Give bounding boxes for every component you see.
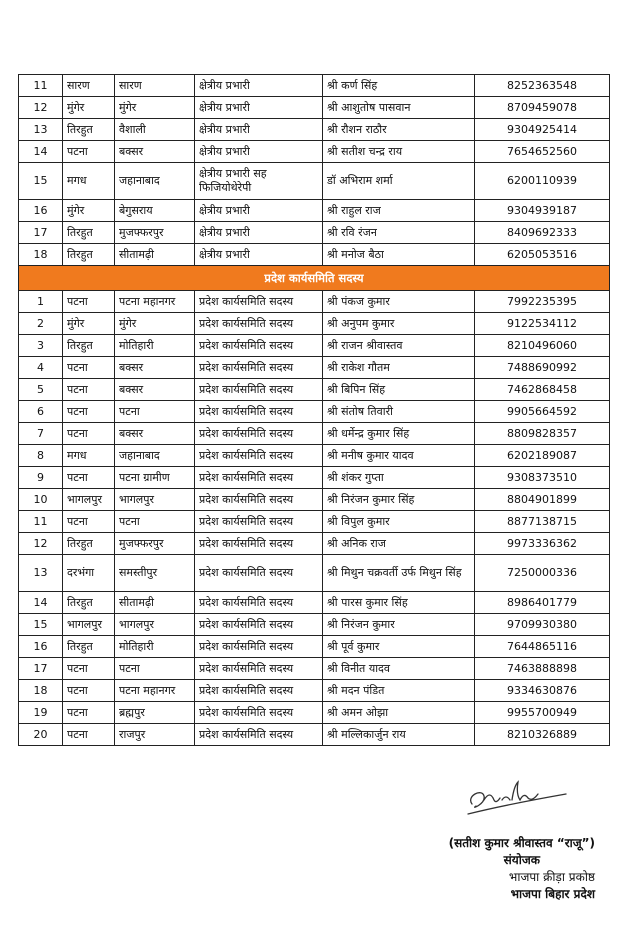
table-row (19, 357, 610, 379)
cell-name: श्री मिथुन चक्रवर्ती उर्फ मिथुन सिंह (323, 555, 475, 592)
cell-district: मुंगेर (115, 97, 195, 119)
cell-phone: 9905664592 (475, 401, 610, 423)
cell-phone: 7462868458 (475, 379, 610, 401)
cell-name: श्री बिपिन सिंह (323, 379, 475, 401)
cell-serial: 12 (19, 533, 63, 555)
cell-phone: 8986401779 (475, 592, 610, 614)
cell-post: क्षेत्रीय प्रभारी (195, 200, 323, 222)
cell-serial: 2 (19, 313, 63, 335)
cell-phone: 8809828357 (475, 423, 610, 445)
table-row (19, 555, 610, 592)
cell-phone: 8877138715 (475, 511, 610, 533)
cell-phone: 9973336362 (475, 533, 610, 555)
cell-district: मुंगेर (115, 313, 195, 335)
cell-post: प्रदेश कार्यसमिति सदस्य (195, 313, 323, 335)
cell-serial: 18 (19, 244, 63, 266)
cell-serial: 13 (19, 555, 63, 592)
cell-name: श्री मनोज बैठा (323, 244, 475, 266)
cell-phone: 7488690992 (475, 357, 610, 379)
signatory-org: भाजपा क्रीड़ा प्रकोष्ठ (508, 870, 595, 884)
cell-serial: 1 (19, 291, 63, 313)
cell-name: श्री धर्मेन्द्र कुमार सिंह (323, 423, 475, 445)
cell-serial: 11 (19, 511, 63, 533)
cell-name: श्री विनीत यादव (323, 658, 475, 680)
cell-serial: 17 (19, 658, 63, 680)
cell-zone: मुंगेर (63, 200, 115, 222)
cell-name: श्री पूर्व कुमार (323, 636, 475, 658)
table-row (19, 702, 610, 724)
table-row (19, 222, 610, 244)
cell-serial: 5 (19, 379, 63, 401)
cell-phone: 8709459078 (475, 97, 610, 119)
table-row (19, 335, 610, 357)
table-row (19, 291, 610, 313)
cell-post: प्रदेश कार्यसमिति सदस्य (195, 401, 323, 423)
cell-post: प्रदेश कार्यसमिति सदस्य (195, 614, 323, 636)
cell-name: डॉ अभिराम शर्मा (323, 163, 475, 200)
cell-zone: तिरहुत (63, 592, 115, 614)
cell-zone: पटना (63, 511, 115, 533)
cell-district: मोतिहारी (115, 636, 195, 658)
signatory-block (449, 835, 595, 903)
cell-serial: 14 (19, 141, 63, 163)
cell-post: क्षेत्रीय प्रभारी सह फिजियोथेरेपी (195, 163, 323, 200)
cell-zone: पटना (63, 724, 115, 746)
cell-district: मुजफ्फरपुर (115, 533, 195, 555)
cell-serial: 7 (19, 423, 63, 445)
table-row (19, 724, 610, 746)
cell-district: बक्सर (115, 379, 195, 401)
member-list-sheet (18, 74, 609, 746)
table-row (19, 163, 610, 200)
cell-zone: मगध (63, 163, 115, 200)
cell-serial: 17 (19, 222, 63, 244)
table-row (19, 401, 610, 423)
cell-name: श्री पंकज कुमार (323, 291, 475, 313)
cell-post: प्रदेश कार्यसमिति सदस्य (195, 467, 323, 489)
cell-district: पटना महानगर (115, 291, 195, 313)
cell-district: भागलपुर (115, 489, 195, 511)
cell-phone: 8409692333 (475, 222, 610, 244)
cell-district: बक्सर (115, 141, 195, 163)
cell-district: बेगुसराय (115, 200, 195, 222)
cell-phone: 9308373510 (475, 467, 610, 489)
cell-phone: 9304925414 (475, 119, 610, 141)
cell-zone: सारण (63, 75, 115, 97)
cell-name: श्री शंकर गुप्ता (323, 467, 475, 489)
cell-phone: 8804901899 (475, 489, 610, 511)
table-row (19, 658, 610, 680)
cell-name: श्री मल्लिकार्जुन राय (323, 724, 475, 746)
cell-post: प्रदेश कार्यसमिति सदस्य (195, 702, 323, 724)
cell-district: समस्तीपुर (115, 555, 195, 592)
cell-district: पटना ग्रामीण (115, 467, 195, 489)
table-row (19, 119, 610, 141)
cell-district: जहानाबाद (115, 445, 195, 467)
cell-post: प्रदेश कार्यसमिति सदस्य (195, 511, 323, 533)
table-row (19, 467, 610, 489)
cell-zone: तिरहुत (63, 119, 115, 141)
cell-post: प्रदेश कार्यसमिति सदस्य (195, 658, 323, 680)
cell-phone: 7654652560 (475, 141, 610, 163)
cell-zone: पटना (63, 357, 115, 379)
cell-name: श्री निरंजन कुमार सिंह (323, 489, 475, 511)
cell-serial: 11 (19, 75, 63, 97)
table-row (19, 592, 610, 614)
cell-post: क्षेत्रीय प्रभारी (195, 222, 323, 244)
cell-phone: 7250000336 (475, 555, 610, 592)
table-row (19, 200, 610, 222)
cell-serial: 3 (19, 335, 63, 357)
cell-district: पटना (115, 401, 195, 423)
cell-serial: 15 (19, 163, 63, 200)
cell-serial: 6 (19, 401, 63, 423)
cell-serial: 8 (19, 445, 63, 467)
section-title: प्रदेश कार्यसमिति सदस्य (19, 266, 610, 291)
cell-name: श्री रौशन राठौर (323, 119, 475, 141)
cell-phone: 6200110939 (475, 163, 610, 200)
cell-district: ब्रह्मपुर (115, 702, 195, 724)
table-row (19, 533, 610, 555)
table-row (19, 636, 610, 658)
cell-post: प्रदेश कार्यसमिति सदस्य (195, 335, 323, 357)
cell-phone: 8210496060 (475, 335, 610, 357)
cell-zone: तिरहुत (63, 222, 115, 244)
cell-district: सीतामढ़ी (115, 244, 195, 266)
cell-zone: पटना (63, 658, 115, 680)
section-header (19, 266, 610, 291)
signatory-role: संयोजक (503, 853, 540, 867)
cell-serial: 20 (19, 724, 63, 746)
member-table (18, 74, 610, 746)
cell-zone: पटना (63, 401, 115, 423)
cell-district: मोतिहारी (115, 335, 195, 357)
cell-district: सारण (115, 75, 195, 97)
cell-phone: 8210326889 (475, 724, 610, 746)
cell-district: मुजफ्फरपुर (115, 222, 195, 244)
cell-post: प्रदेश कार्यसमिति सदस्य (195, 680, 323, 702)
cell-district: पटना (115, 511, 195, 533)
cell-post: क्षेत्रीय प्रभारी (195, 75, 323, 97)
cell-post: प्रदेश कार्यसमिति सदस्य (195, 291, 323, 313)
cell-phone: 9709930380 (475, 614, 610, 636)
cell-post: प्रदेश कार्यसमिति सदस्य (195, 445, 323, 467)
table-row (19, 244, 610, 266)
cell-name: श्री अमन ओझा (323, 702, 475, 724)
cell-zone: भागलपुर (63, 614, 115, 636)
cell-district: बक्सर (115, 357, 195, 379)
cell-serial: 4 (19, 357, 63, 379)
cell-name: श्री अनिक राज (323, 533, 475, 555)
cell-post: प्रदेश कार्यसमिति सदस्य (195, 533, 323, 555)
cell-phone: 9122534112 (475, 313, 610, 335)
cell-serial: 9 (19, 467, 63, 489)
cell-serial: 18 (19, 680, 63, 702)
table-row (19, 75, 610, 97)
cell-serial: 13 (19, 119, 63, 141)
cell-phone: 9955700949 (475, 702, 610, 724)
cell-phone: 6205053516 (475, 244, 610, 266)
cell-name: श्री निरंजन कुमार (323, 614, 475, 636)
table-body-bottom (19, 291, 610, 746)
cell-serial: 10 (19, 489, 63, 511)
cell-post: क्षेत्रीय प्रभारी (195, 119, 323, 141)
cell-zone: पटना (63, 379, 115, 401)
table-body-top (19, 75, 610, 266)
cell-district: भागलपुर (115, 614, 195, 636)
signature-image (462, 770, 572, 820)
cell-post: प्रदेश कार्यसमिति सदस्य (195, 357, 323, 379)
cell-district: सीतामढ़ी (115, 592, 195, 614)
cell-post: प्रदेश कार्यसमिति सदस्य (195, 555, 323, 592)
cell-post: क्षेत्रीय प्रभारी (195, 97, 323, 119)
cell-zone: पटना (63, 291, 115, 313)
cell-serial: 15 (19, 614, 63, 636)
cell-name: श्री पारस कुमार सिंह (323, 592, 475, 614)
cell-name: श्री रवि रंजन (323, 222, 475, 244)
cell-post: प्रदेश कार्यसमिति सदस्य (195, 423, 323, 445)
table-row (19, 511, 610, 533)
cell-post: प्रदेश कार्यसमिति सदस्य (195, 592, 323, 614)
cell-serial: 19 (19, 702, 63, 724)
cell-zone: तिरहुत (63, 533, 115, 555)
table-row (19, 489, 610, 511)
cell-zone: दरभंगा (63, 555, 115, 592)
cell-phone: 7992235395 (475, 291, 610, 313)
cell-name: श्री संतोष तिवारी (323, 401, 475, 423)
cell-zone: तिरहुत (63, 244, 115, 266)
cell-name: श्री मदन पंडित (323, 680, 475, 702)
cell-post: प्रदेश कार्यसमिति सदस्य (195, 489, 323, 511)
cell-serial: 16 (19, 636, 63, 658)
table-row (19, 680, 610, 702)
cell-district: बक्सर (115, 423, 195, 445)
cell-phone: 7463888898 (475, 658, 610, 680)
cell-name: श्री मनीष कुमार यादव (323, 445, 475, 467)
cell-serial: 12 (19, 97, 63, 119)
cell-name: श्री सतीश चन्द्र राय (323, 141, 475, 163)
cell-name: श्री राकेश गौतम (323, 357, 475, 379)
table-row (19, 141, 610, 163)
signatory-name: (सतीश कुमार श्रीवास्तव “राजू”) (448, 836, 595, 850)
cell-name: श्री विपुल कुमार (323, 511, 475, 533)
table-row (19, 379, 610, 401)
cell-phone: 9334630876 (475, 680, 610, 702)
cell-zone: मगध (63, 445, 115, 467)
cell-zone: तिरहुत (63, 636, 115, 658)
cell-name: श्री कर्ण सिंह (323, 75, 475, 97)
cell-district: जहानाबाद (115, 163, 195, 200)
table-row (19, 423, 610, 445)
cell-serial: 14 (19, 592, 63, 614)
table-row (19, 614, 610, 636)
signatory-state: भाजपा बिहार प्रदेश (510, 887, 595, 901)
cell-post: प्रदेश कार्यसमिति सदस्य (195, 379, 323, 401)
cell-name: श्री राहुल राज (323, 200, 475, 222)
cell-zone: पटना (63, 702, 115, 724)
cell-name: श्री आशुतोष पासवान (323, 97, 475, 119)
cell-zone: मुंगेर (63, 97, 115, 119)
cell-phone: 9304939187 (475, 200, 610, 222)
section-row (19, 266, 610, 291)
cell-post: क्षेत्रीय प्रभारी (195, 141, 323, 163)
cell-zone: मुंगेर (63, 313, 115, 335)
table-row (19, 445, 610, 467)
cell-zone: पटना (63, 423, 115, 445)
cell-district: राजपुर (115, 724, 195, 746)
cell-district: पटना महानगर (115, 680, 195, 702)
cell-zone: पटना (63, 141, 115, 163)
cell-phone: 7644865116 (475, 636, 610, 658)
cell-name: श्री अनुपम कुमार (323, 313, 475, 335)
table-row (19, 97, 610, 119)
cell-district: वैशाली (115, 119, 195, 141)
cell-phone: 8252363548 (475, 75, 610, 97)
cell-post: प्रदेश कार्यसमिति सदस्य (195, 724, 323, 746)
cell-post: क्षेत्रीय प्रभारी (195, 244, 323, 266)
cell-zone: पटना (63, 467, 115, 489)
cell-district: पटना (115, 658, 195, 680)
cell-phone: 6202189087 (475, 445, 610, 467)
cell-post: प्रदेश कार्यसमिति सदस्य (195, 636, 323, 658)
cell-zone: तिरहुत (63, 335, 115, 357)
cell-zone: पटना (63, 680, 115, 702)
cell-zone: भागलपुर (63, 489, 115, 511)
table-row (19, 313, 610, 335)
cell-name: श्री राजन श्रीवास्तव (323, 335, 475, 357)
cell-serial: 16 (19, 200, 63, 222)
